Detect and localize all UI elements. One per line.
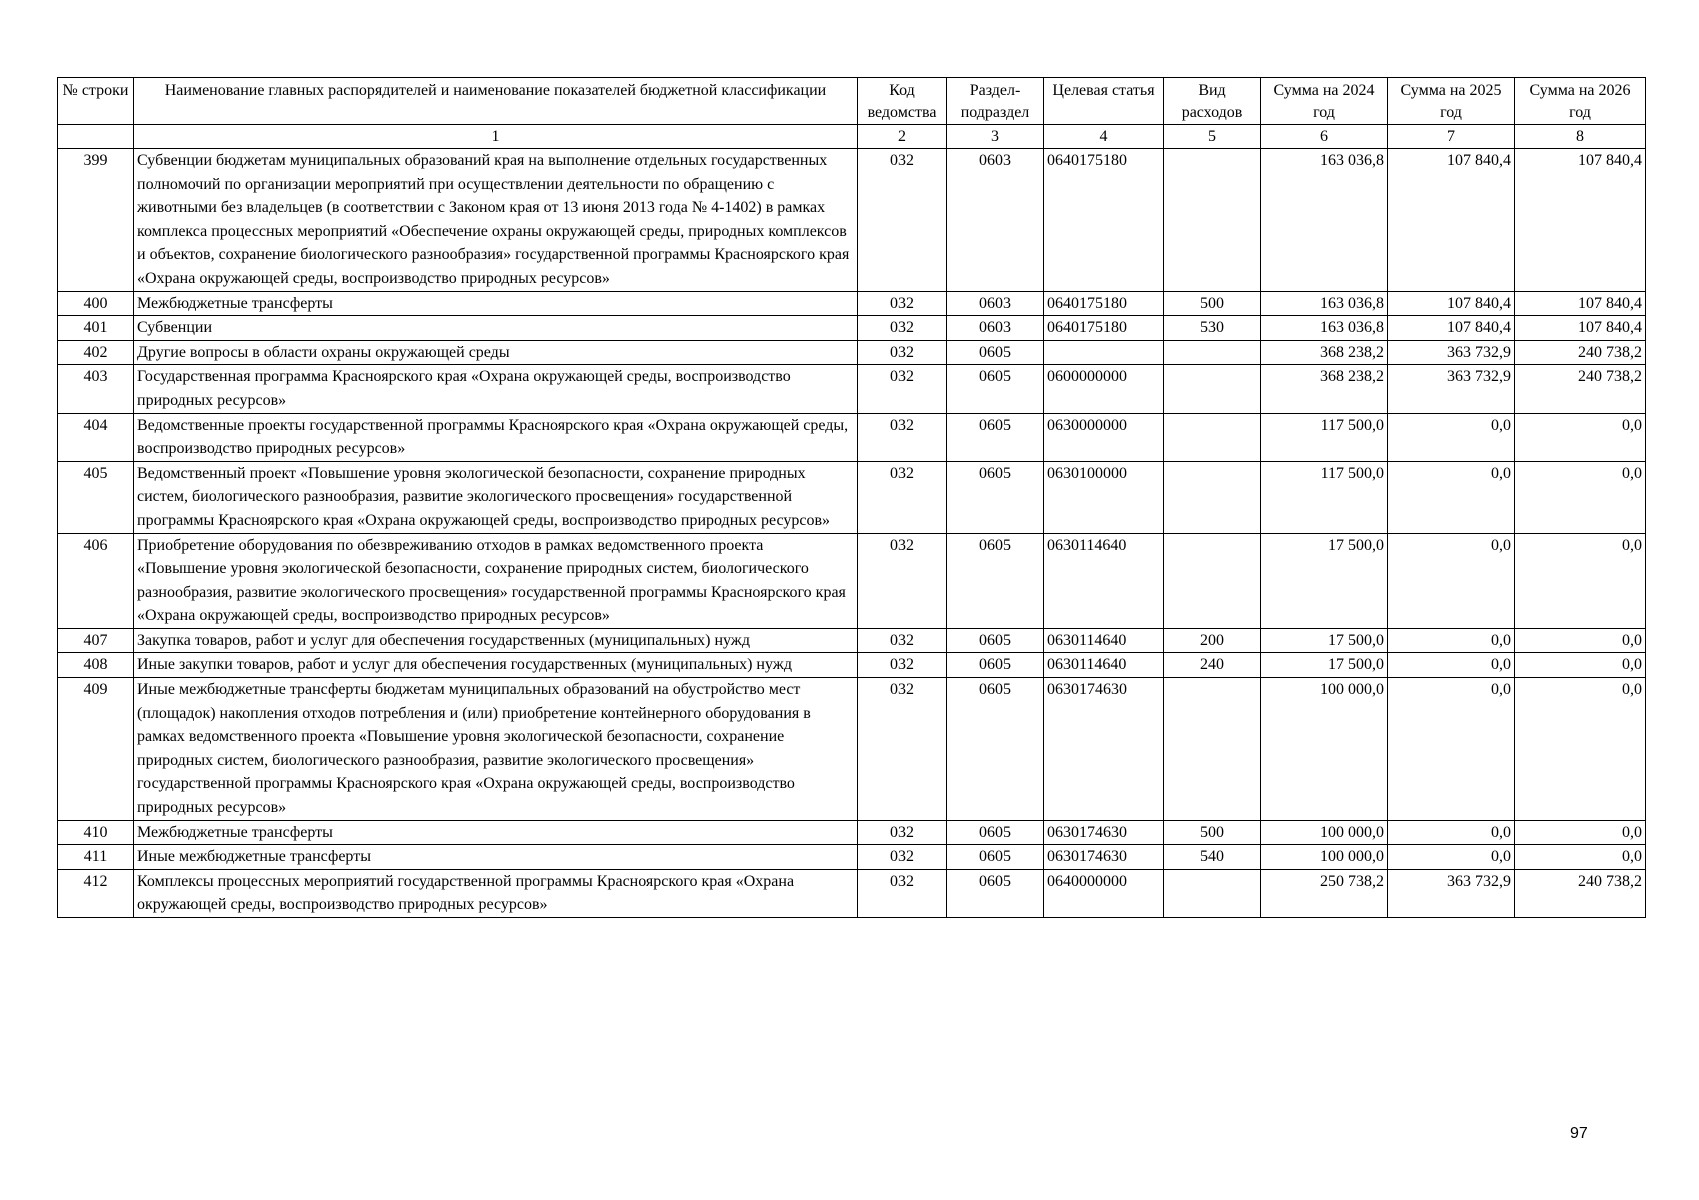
budget-table <box>57 77 1646 918</box>
sum-2026: 0,0 <box>1515 461 1646 533</box>
expense-type: 530 <box>1164 316 1261 341</box>
sum-2025: 0,0 <box>1388 628 1515 653</box>
sum-2026: 240 738,2 <box>1515 340 1646 365</box>
column-number: 6 <box>1261 125 1388 149</box>
section-code: 0605 <box>947 340 1044 365</box>
table-body <box>58 149 1646 918</box>
target-article: 0630174630 <box>1044 845 1164 870</box>
row-name: Закупка товаров, работ и услуг для обеспечения государственных (муниципальных) нужд <box>134 628 858 653</box>
column-number: 4 <box>1044 125 1164 149</box>
header-section: Раздел-подраздел <box>947 78 1044 125</box>
sum-2026: 0,0 <box>1515 845 1646 870</box>
section-code: 0605 <box>947 533 1044 628</box>
row-number: 409 <box>58 678 134 821</box>
row-number: 405 <box>58 461 134 533</box>
row-name: Ведомственный проект «Повышение уровня экологической безопасности, сохранение природных систем, биологического разнообразия, развитие экологического просвещения» государственной программы Красноярского края «Охрана окружающей среды, воспроизводство природных ресурсов» <box>134 461 858 533</box>
department-code: 032 <box>858 365 947 413</box>
sum-2024: 368 238,2 <box>1261 340 1388 365</box>
target-article: 0630174630 <box>1044 678 1164 821</box>
sum-2024: 250 738,2 <box>1261 869 1388 917</box>
sum-2026: 240 738,2 <box>1515 365 1646 413</box>
sum-2025: 363 732,9 <box>1388 340 1515 365</box>
department-code: 032 <box>858 461 947 533</box>
header-target-article: Целевая статья <box>1044 78 1164 125</box>
sum-2025: 0,0 <box>1388 845 1515 870</box>
target-article: 0640175180 <box>1044 149 1164 292</box>
row-name: Государственная программа Красноярского края «Охрана окружающей среды, воспроизводство природных ресурсов» <box>134 365 858 413</box>
row-number: 401 <box>58 316 134 341</box>
department-code: 032 <box>858 340 947 365</box>
row-name: Субвенции бюджетам муниципальных образований края на выполнение отдельных государственных полномочий по организации мероприятий при осуществлении деятельности по обращению с животными без владельцев (в соответствии с Законом края от 13 июня 2013 года № 4-1402) в рамках комплекса процессных мероприятий «Обеспечение охраны окружающей среды, природных комплексов и объектов, сохранение биологического разнообразия» государственной программы Красноярского края «Охрана окружающей среды, воспроизводство природных ресурсов» <box>134 149 858 292</box>
row-name: Межбюджетные трансферты <box>134 820 858 845</box>
table-row <box>58 820 1646 845</box>
department-code: 032 <box>858 678 947 821</box>
row-number: 403 <box>58 365 134 413</box>
row-name: Комплексы процессных мероприятий государственной программы Красноярского края «Охрана окружающей среды, воспроизводство природных ресурсов» <box>134 869 858 917</box>
expense-type: 500 <box>1164 820 1261 845</box>
table-row <box>58 869 1646 917</box>
row-number: 402 <box>58 340 134 365</box>
sum-2024: 17 500,0 <box>1261 628 1388 653</box>
table-row <box>58 533 1646 628</box>
section-code: 0605 <box>947 820 1044 845</box>
sum-2024: 100 000,0 <box>1261 845 1388 870</box>
department-code: 032 <box>858 149 947 292</box>
target-article: 0640000000 <box>1044 869 1164 917</box>
column-number: 2 <box>858 125 947 149</box>
section-code: 0603 <box>947 316 1044 341</box>
target-article: 0630000000 <box>1044 413 1164 461</box>
expense-type <box>1164 340 1261 365</box>
sum-2024: 17 500,0 <box>1261 653 1388 678</box>
section-code: 0605 <box>947 653 1044 678</box>
target-article: 0640175180 <box>1044 291 1164 316</box>
target-article: 0630114640 <box>1044 628 1164 653</box>
header-row <box>58 78 1646 125</box>
sum-2024: 117 500,0 <box>1261 461 1388 533</box>
expense-type <box>1164 461 1261 533</box>
sum-2025: 0,0 <box>1388 678 1515 821</box>
table-row <box>58 653 1646 678</box>
expense-type <box>1164 678 1261 821</box>
column-number: 8 <box>1515 125 1646 149</box>
row-number: 412 <box>58 869 134 917</box>
target-article: 0600000000 <box>1044 365 1164 413</box>
target-article: 0630114640 <box>1044 533 1164 628</box>
row-name: Иные закупки товаров, работ и услуг для обеспечения государственных (муниципальных) нужд <box>134 653 858 678</box>
sum-2026: 0,0 <box>1515 413 1646 461</box>
header-expense-type: Вид расходов <box>1164 78 1261 125</box>
sum-2026: 0,0 <box>1515 678 1646 821</box>
expense-type <box>1164 149 1261 292</box>
sum-2026: 107 840,4 <box>1515 149 1646 292</box>
row-number: 411 <box>58 845 134 870</box>
row-name: Иные межбюджетные трансферты <box>134 845 858 870</box>
expense-type: 500 <box>1164 291 1261 316</box>
expense-type <box>1164 365 1261 413</box>
sum-2026: 107 840,4 <box>1515 291 1646 316</box>
header-department-code: Код ведомства <box>858 78 947 125</box>
sum-2024: 100 000,0 <box>1261 820 1388 845</box>
sum-2026: 0,0 <box>1515 653 1646 678</box>
target-article: 0630114640 <box>1044 653 1164 678</box>
column-number: 5 <box>1164 125 1261 149</box>
section-code: 0605 <box>947 413 1044 461</box>
department-code: 032 <box>858 413 947 461</box>
header-row-number: № строки <box>58 78 134 125</box>
sum-2025: 107 840,4 <box>1388 316 1515 341</box>
sum-2026: 107 840,4 <box>1515 316 1646 341</box>
table-row <box>58 678 1646 821</box>
sum-2025: 107 840,4 <box>1388 149 1515 292</box>
department-code: 032 <box>858 845 947 870</box>
row-number: 408 <box>58 653 134 678</box>
header-sum-2024: Сумма на 2024 год <box>1261 78 1388 125</box>
sum-2026: 0,0 <box>1515 628 1646 653</box>
sum-2025: 363 732,9 <box>1388 869 1515 917</box>
section-code: 0605 <box>947 869 1044 917</box>
department-code: 032 <box>858 869 947 917</box>
section-code: 0605 <box>947 461 1044 533</box>
sum-2025: 0,0 <box>1388 533 1515 628</box>
department-code: 032 <box>858 291 947 316</box>
row-number: 410 <box>58 820 134 845</box>
table-row <box>58 340 1646 365</box>
sum-2026: 240 738,2 <box>1515 869 1646 917</box>
table-row <box>58 316 1646 341</box>
sum-2024: 163 036,8 <box>1261 291 1388 316</box>
row-number: 404 <box>58 413 134 461</box>
header-sum-2025: Сумма на 2025 год <box>1388 78 1515 125</box>
row-number: 407 <box>58 628 134 653</box>
sum-2024: 117 500,0 <box>1261 413 1388 461</box>
column-number: 1 <box>134 125 858 149</box>
sum-2024: 163 036,8 <box>1261 149 1388 292</box>
sum-2026: 0,0 <box>1515 533 1646 628</box>
expense-type: 540 <box>1164 845 1261 870</box>
table-row <box>58 845 1646 870</box>
sum-2026: 0,0 <box>1515 820 1646 845</box>
row-name: Ведомственные проекты государственной программы Красноярского края «Охрана окружающей среды, воспроизводство природных ресурсов» <box>134 413 858 461</box>
expense-type: 240 <box>1164 653 1261 678</box>
department-code: 032 <box>858 653 947 678</box>
section-code: 0605 <box>947 678 1044 821</box>
sum-2025: 0,0 <box>1388 820 1515 845</box>
sum-2025: 0,0 <box>1388 653 1515 678</box>
expense-type <box>1164 869 1261 917</box>
target-article: 0640175180 <box>1044 316 1164 341</box>
sum-2024: 368 238,2 <box>1261 365 1388 413</box>
target-article: 0630174630 <box>1044 820 1164 845</box>
section-code: 0603 <box>947 149 1044 292</box>
table-row <box>58 291 1646 316</box>
department-code: 032 <box>858 820 947 845</box>
section-code: 0605 <box>947 365 1044 413</box>
department-code: 032 <box>858 533 947 628</box>
department-code: 032 <box>858 628 947 653</box>
table-row <box>58 365 1646 413</box>
row-name: Приобретение оборудования по обезвреживанию отходов в рамках ведомственного проекта «Повышение уровня экологической безопасности, сохранение природных систем, биологического разнообразия, развитие экологического просвещения» государственной программы Красноярского края «Охрана окружающей среды, воспроизводство природных ресурсов» <box>134 533 858 628</box>
table-row <box>58 149 1646 292</box>
table-row <box>58 628 1646 653</box>
row-name: Другие вопросы в области охраны окружающей среды <box>134 340 858 365</box>
table-row <box>58 413 1646 461</box>
column-number-row <box>58 125 1646 149</box>
target-article <box>1044 340 1164 365</box>
header-sum-2026: Сумма на 2026 год <box>1515 78 1646 125</box>
column-number: 3 <box>947 125 1044 149</box>
sum-2025: 363 732,9 <box>1388 365 1515 413</box>
header-name: Наименование главных распорядителей и наименование показателей бюджетной классификации <box>134 78 858 125</box>
column-number-blank <box>58 125 134 149</box>
sum-2024: 100 000,0 <box>1261 678 1388 821</box>
section-code: 0605 <box>947 628 1044 653</box>
sum-2025: 107 840,4 <box>1388 291 1515 316</box>
table-row <box>58 461 1646 533</box>
sum-2024: 17 500,0 <box>1261 533 1388 628</box>
expense-type: 200 <box>1164 628 1261 653</box>
sum-2024: 163 036,8 <box>1261 316 1388 341</box>
sum-2025: 0,0 <box>1388 413 1515 461</box>
row-name: Субвенции <box>134 316 858 341</box>
column-number: 7 <box>1388 125 1515 149</box>
sum-2025: 0,0 <box>1388 461 1515 533</box>
row-name: Межбюджетные трансферты <box>134 291 858 316</box>
section-code: 0603 <box>947 291 1044 316</box>
expense-type <box>1164 533 1261 628</box>
row-number: 400 <box>58 291 134 316</box>
page-number: 97 <box>1570 1125 1588 1142</box>
target-article: 0630100000 <box>1044 461 1164 533</box>
section-code: 0605 <box>947 845 1044 870</box>
row-number: 406 <box>58 533 134 628</box>
department-code: 032 <box>858 316 947 341</box>
row-number: 399 <box>58 149 134 292</box>
expense-type <box>1164 413 1261 461</box>
row-name: Иные межбюджетные трансферты бюджетам муниципальных образований на обустройство мест (площадок) накопления отходов потребления и (или) приобретение контейнерного оборудования в рамках ведомственного проекта «Повышение уровня экологической безопасности, сохранение природных систем, биологического разнообразия, развитие экологического просвещения» государственной программы Красноярского края «Охрана окружающей среды, воспроизводство природных ресурсов» <box>134 678 858 821</box>
